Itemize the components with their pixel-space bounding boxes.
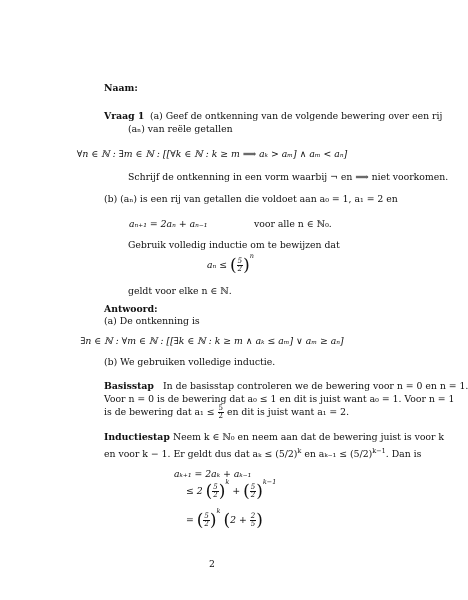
q1a-instruction: Schrijf de ontkenning in een vorm waarbij ¬ en ⟹ niet voorkomen. (128, 172, 449, 183)
answer-a-formula: ∃n ∈ ℕ : ∀m ∈ ℕ : [[∃k ∈ ℕ : k ≥ m ∧ aₖ ≤ aₘ] ∨ aₘ ≥ aₙ] (80, 336, 344, 347)
left-paren: ( (230, 255, 237, 276)
right-paren: ) (243, 255, 250, 276)
induction-eq3: = ( $\frac{5}{2}$ )$^k$ (2 + $\frac{2}{5}$ ) (186, 507, 263, 531)
name-label: Naam: (104, 83, 138, 94)
answer-b-intro: (b) We gebruiken volledige inductie. (104, 357, 276, 368)
fraction-five-halves: $\frac{5}{2}$ (237, 257, 243, 274)
claim-lhs: aₙ ≤ (207, 260, 228, 272)
induction-line2: en voor k − 1. Er geldt dus dat $a_k \le (5/2)^k$ en $a_{k-1} \le (5/2)^{k-1}$. Dan is (104, 447, 422, 461)
q1b-recurrence: aₙ₊₁ = 2aₙ + aₙ₋₁ (129, 219, 208, 230)
q1a-formula: ∀n ∈ ℕ : ∃m ∈ ℕ : [[∀k ∈ ℕ : k ≥ m ⟹ aₖ > aₘ] ∧ aₘ < aₙ] (76, 149, 348, 160)
answer-label: Antwoord: (104, 304, 158, 315)
basis-line3: is de bewering dat a₁ ≤ $\frac{5}{2}$ en dit is juist want a₁ = 2. (104, 404, 350, 420)
basis-line2: Voor n = 0 is de bewering dat a₀ ≤ 1 en dit is juist want a₀ = 1. Voor n = 1 (104, 394, 455, 405)
induction-eq1: aₖ₊₁ = 2aₖ + aₖ₋₁ (174, 469, 252, 480)
q1b-instruction: Gebruik volledig inductie om te bewijzen dat (128, 240, 340, 251)
exponent-n: n (249, 252, 254, 260)
fraction-five-halves-small: $\frac{5}{2}$ (218, 404, 223, 420)
induction-label: Inductiestap (104, 432, 170, 443)
q1b-recurrence-condition: voor alle n ∈ ℕ₀. (254, 219, 332, 230)
q1b-intro: (b) (aₙ) is een rij van getallen die voldoet aan a₀ = 1, a₁ = 2 en (104, 194, 398, 205)
answer-a-intro: (a) De ontkenning is (104, 316, 200, 327)
induction-line1: Neem k ∈ ℕ₀ en neem aan dat de bewering juist is voor k (173, 432, 445, 443)
basis-line1: In de basisstap controleren we de bewering voor n = 0 en n = 1. (163, 381, 468, 392)
q1b-end: geldt voor elke n ∈ ℕ. (128, 286, 232, 297)
q1b-claim (207, 252, 254, 276)
question-label: Vraag 1 (104, 111, 145, 122)
basis-label: Basisstap (104, 381, 154, 392)
q1a-intro-line2: (aₙ) van reële getallen (128, 124, 233, 135)
induction-eq2: ≤ 2 ( $\frac{5}{2}$ )$^k$ + ( $\frac{5}{2}$ )$^{k-1}$ (186, 478, 277, 502)
q1a-intro-line1: (a) Geef de ontkenning van de volgende bewering over een rij (150, 111, 443, 122)
page-number: 2 (209, 559, 215, 570)
